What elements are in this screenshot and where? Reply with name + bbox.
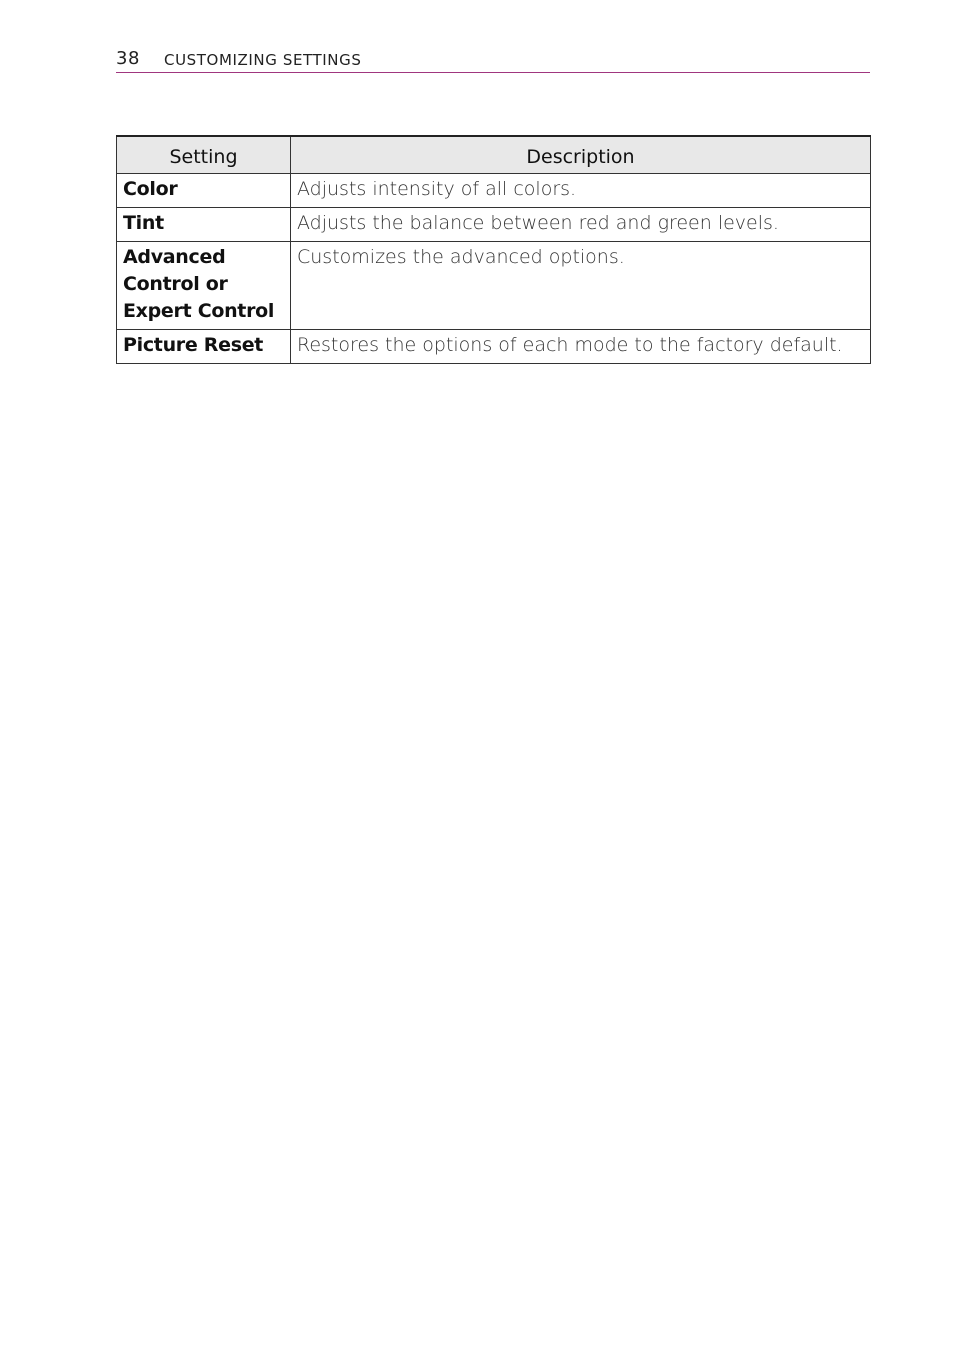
settings-table bbox=[116, 135, 871, 364]
page-header bbox=[116, 46, 870, 73]
setting-description: Adjusts intensity of all colors. bbox=[291, 173, 871, 207]
setting-description: Adjusts the balance between red and green levels. bbox=[291, 207, 871, 241]
setting-description: Restores the options of each mode to the factory default. bbox=[291, 329, 871, 363]
table-row bbox=[117, 329, 871, 363]
setting-name: Picture Reset bbox=[117, 329, 291, 363]
table-row bbox=[117, 173, 871, 207]
page-number: 38 bbox=[116, 48, 140, 69]
setting-name: Color bbox=[117, 173, 291, 207]
setting-description: Customizes the advanced options. bbox=[291, 241, 871, 329]
table-row bbox=[117, 207, 871, 241]
setting-name: Tint bbox=[117, 207, 291, 241]
table-row bbox=[117, 241, 871, 329]
column-header-description: Description bbox=[291, 136, 871, 173]
column-header-setting: Setting bbox=[117, 136, 291, 173]
table-header-row bbox=[117, 136, 871, 173]
section-title: CUSTOMIZING SETTINGS bbox=[164, 51, 362, 69]
setting-name: Advanced Control or Expert Control bbox=[117, 241, 291, 329]
